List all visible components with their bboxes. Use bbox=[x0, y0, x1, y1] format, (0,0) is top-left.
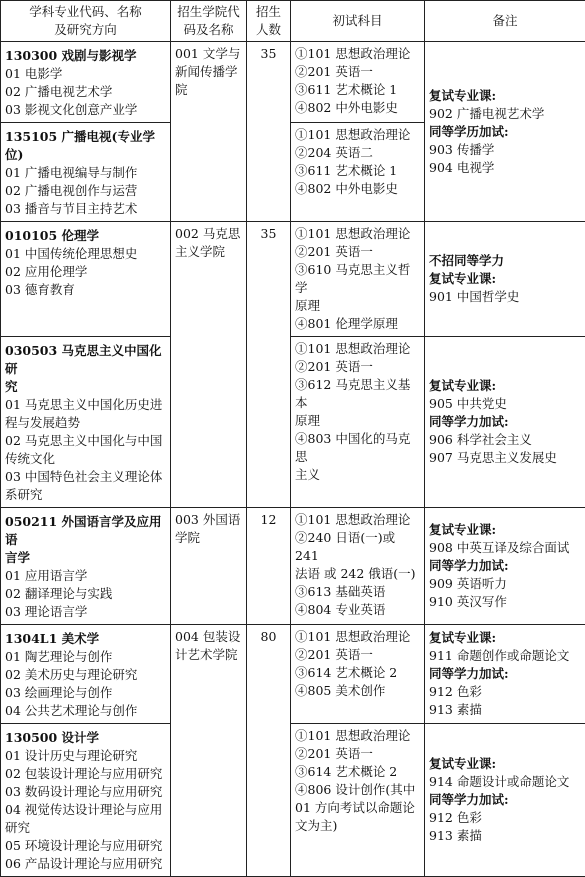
note-cell bbox=[425, 724, 585, 877]
header-quota-line: 招生 bbox=[249, 3, 288, 21]
note-item: 901 中国哲学史 bbox=[429, 288, 581, 306]
school-name: 主义学院 bbox=[175, 243, 242, 261]
note-item: 911 命题创作或命题论文 bbox=[429, 647, 581, 665]
exam-subject: ③610 马克思主义哲学 bbox=[295, 261, 420, 297]
exam-subject: ②201 英语一 bbox=[295, 745, 420, 763]
school-name: 新闻传播学 bbox=[175, 63, 242, 81]
research-direction: 01 电影学 bbox=[5, 65, 166, 83]
research-direction: 05 环境设计理论与应用研究 bbox=[5, 837, 166, 855]
research-direction: 02 包装设计理论与应用研究 bbox=[5, 765, 166, 783]
exam-cell bbox=[291, 724, 425, 877]
exam-subject: ②204 英语二 bbox=[295, 144, 420, 162]
exam-subject: ①101 思想政治理论 bbox=[295, 126, 420, 144]
table-row bbox=[1, 42, 585, 123]
research-direction: 程与发展趋势 bbox=[5, 414, 166, 432]
note-heading: 同等学力加试: bbox=[429, 791, 581, 809]
exam-subject: ②201 英语一 bbox=[295, 243, 420, 261]
major-title: 130300 戏剧与影视学 bbox=[5, 47, 166, 65]
exam-subject: 原理 bbox=[295, 297, 420, 315]
research-direction: 01 应用语言学 bbox=[5, 567, 166, 585]
exam-subject: ③612 马克思主义基本 bbox=[295, 376, 420, 412]
major-title: 010105 伦理学 bbox=[5, 227, 166, 245]
note-item: 912 色彩 bbox=[429, 809, 581, 827]
exam-subject: ①101 思想政治理论 bbox=[295, 628, 420, 646]
note-heading: 复试专业课: bbox=[429, 521, 581, 539]
research-direction: 06 产品设计理论与应用研究 bbox=[5, 855, 166, 873]
exam-subject: ①101 思想政治理论 bbox=[295, 727, 420, 745]
school-name: 002 马克思 bbox=[175, 225, 242, 243]
research-direction: 01 马克思主义中国化历史进 bbox=[5, 396, 166, 414]
note-cell bbox=[425, 508, 585, 625]
major-title: 135105 广播电视(专业学位) bbox=[5, 128, 166, 164]
quota-cell: 12 bbox=[247, 508, 291, 625]
research-direction: 02 翻译理论与实践 bbox=[5, 585, 166, 603]
exam-subject: ②201 英语一 bbox=[295, 646, 420, 664]
research-direction: 03 德育教育 bbox=[5, 281, 166, 299]
exam-subject: ①101 思想政治理论 bbox=[295, 340, 420, 358]
header-major-line: 及研究方向 bbox=[3, 21, 168, 39]
header-school-line: 招生学院代 bbox=[173, 3, 244, 21]
major-title: 130500 设计学 bbox=[5, 729, 166, 747]
exam-cell bbox=[291, 337, 425, 508]
exam-cell bbox=[291, 42, 425, 123]
major-title: 言学 bbox=[5, 549, 166, 567]
research-direction: 01 广播电视编导与制作 bbox=[5, 164, 166, 182]
research-direction: 01 中国传统伦理思想史 bbox=[5, 245, 166, 263]
note-item: 905 中共党史 bbox=[429, 395, 581, 413]
major-title: 1304L1 美术学 bbox=[5, 630, 166, 648]
note-cell bbox=[425, 222, 585, 337]
note-item: 904 电视学 bbox=[429, 159, 581, 177]
major-title: 050211 外国语言学及应用语 bbox=[5, 513, 166, 549]
exam-subject: ④802 中外电影史 bbox=[295, 99, 420, 117]
exam-subject: ④806 设计创作(其中 bbox=[295, 781, 420, 799]
major-cell bbox=[1, 724, 171, 877]
note-heading: 同等学历加试: bbox=[429, 123, 581, 141]
research-direction: 03 数码设计理论与应用研究 bbox=[5, 783, 166, 801]
exam-subject: ③611 艺术概论 1 bbox=[295, 162, 420, 180]
table-body bbox=[1, 42, 585, 877]
research-direction: 03 中国特色社会主义理论体 bbox=[5, 468, 166, 486]
note-item: 903 传播学 bbox=[429, 141, 581, 159]
note-item: 913 素描 bbox=[429, 701, 581, 719]
note-heading: 同等学力加试: bbox=[429, 665, 581, 683]
header-major bbox=[1, 1, 171, 42]
exam-subject: ④804 专业英语 bbox=[295, 601, 420, 619]
research-direction: 02 马克思主义中国化与中国 bbox=[5, 432, 166, 450]
research-direction: 04 公共艺术理论与创作 bbox=[5, 702, 166, 720]
exam-cell bbox=[291, 625, 425, 724]
school-name: 004 包装设 bbox=[175, 628, 242, 646]
school-name: 学院 bbox=[175, 529, 242, 547]
major-cell bbox=[1, 337, 171, 508]
exam-subject: ②201 英语一 bbox=[295, 63, 420, 81]
note-heading: 不招同等学力 bbox=[429, 252, 581, 270]
header-quota-line: 人数 bbox=[249, 21, 288, 39]
exam-subject: ④801 伦理学原理 bbox=[295, 315, 420, 333]
note-item: 908 中英互译及综合面试 bbox=[429, 539, 581, 557]
major-cell bbox=[1, 625, 171, 724]
major-cell bbox=[1, 123, 171, 222]
major-cell bbox=[1, 42, 171, 123]
exam-subject: ①101 思想政治理论 bbox=[295, 225, 420, 243]
school-cell bbox=[171, 508, 247, 625]
quota-cell: 35 bbox=[247, 222, 291, 508]
school-name: 003 外国语 bbox=[175, 511, 242, 529]
exam-subject: 原理 bbox=[295, 412, 420, 430]
quota-cell: 80 bbox=[247, 625, 291, 877]
header-major-line: 学科专业代码、名称 bbox=[3, 3, 168, 21]
research-direction: 研究 bbox=[5, 819, 166, 837]
note-heading: 同等学力加试: bbox=[429, 413, 581, 431]
major-title: 究 bbox=[5, 378, 166, 396]
header-exam: 初试科目 bbox=[291, 1, 425, 42]
major-cell bbox=[1, 222, 171, 337]
exam-subject: ③614 艺术概论 2 bbox=[295, 763, 420, 781]
research-direction: 03 理论语言学 bbox=[5, 603, 166, 621]
exam-subject: ②201 英语一 bbox=[295, 358, 420, 376]
school-cell bbox=[171, 222, 247, 508]
exam-subject: ③611 艺术概论 1 bbox=[295, 81, 420, 99]
research-direction: 02 广播电视艺术学 bbox=[5, 83, 166, 101]
table-row bbox=[1, 222, 585, 337]
research-direction: 01 设计历史与理论研究 bbox=[5, 747, 166, 765]
table-row bbox=[1, 724, 585, 877]
research-direction: 02 美术历史与理论研究 bbox=[5, 666, 166, 684]
exam-subject: ④802 中外电影史 bbox=[295, 180, 420, 198]
header-row bbox=[1, 1, 585, 42]
exam-subject: ②240 日语(一)或 241 bbox=[295, 529, 420, 565]
note-item: 906 科学社会主义 bbox=[429, 431, 581, 449]
quota-cell: 35 bbox=[247, 42, 291, 222]
exam-subject: 主义 bbox=[295, 466, 420, 484]
note-heading: 复试专业课: bbox=[429, 270, 581, 288]
note-item: 902 广播电视艺术学 bbox=[429, 105, 581, 123]
exam-cell bbox=[291, 123, 425, 222]
note-heading: 同等学力加试: bbox=[429, 557, 581, 575]
school-name: 计艺术学院 bbox=[175, 646, 242, 664]
research-direction: 04 视觉传达设计理论与应用 bbox=[5, 801, 166, 819]
school-cell bbox=[171, 42, 247, 222]
note-heading: 复试专业课: bbox=[429, 629, 581, 647]
header-quota bbox=[247, 1, 291, 42]
exam-subject: ①101 思想政治理论 bbox=[295, 45, 420, 63]
research-direction: 03 影视文化创意产业学 bbox=[5, 101, 166, 119]
note-item: 912 色彩 bbox=[429, 683, 581, 701]
header-school-line: 码及名称 bbox=[173, 21, 244, 39]
exam-subject: ①101 思想政治理论 bbox=[295, 511, 420, 529]
research-direction: 03 绘画理论与创作 bbox=[5, 684, 166, 702]
school-name: 院 bbox=[175, 81, 242, 99]
table-row bbox=[1, 625, 585, 724]
research-direction: 02 应用伦理学 bbox=[5, 263, 166, 281]
table-row bbox=[1, 508, 585, 625]
exam-cell bbox=[291, 508, 425, 625]
header-school bbox=[171, 1, 247, 42]
exam-subject: ④803 中国化的马克思 bbox=[295, 430, 420, 466]
major-cell bbox=[1, 508, 171, 625]
exam-subject: 01 方向考试以命题论 bbox=[295, 799, 420, 817]
research-direction: 传统文化 bbox=[5, 450, 166, 468]
school-name: 001 文学与 bbox=[175, 45, 242, 63]
major-title: 030503 马克思主义中国化研 bbox=[5, 342, 166, 378]
note-heading: 复试专业课: bbox=[429, 755, 581, 773]
research-direction: 系研究 bbox=[5, 486, 166, 504]
note-cell bbox=[425, 42, 585, 222]
note-cell bbox=[425, 337, 585, 508]
exam-subject: 文为主) bbox=[295, 817, 420, 835]
school-cell bbox=[171, 625, 247, 877]
note-cell bbox=[425, 625, 585, 724]
exam-subject: ④805 美术创作 bbox=[295, 682, 420, 700]
research-direction: 02 广播电视创作与运营 bbox=[5, 182, 166, 200]
research-direction: 01 陶艺理论与创作 bbox=[5, 648, 166, 666]
note-item: 910 英汉写作 bbox=[429, 593, 581, 611]
research-direction: 03 播音与节目主持艺术 bbox=[5, 200, 166, 218]
note-item: 909 英语听力 bbox=[429, 575, 581, 593]
note-item: 913 素描 bbox=[429, 827, 581, 845]
exam-subject: 法语 或 242 俄语(一) bbox=[295, 565, 420, 583]
note-heading: 复试专业课: bbox=[429, 87, 581, 105]
exam-cell bbox=[291, 222, 425, 337]
exam-subject: ③613 基础英语 bbox=[295, 583, 420, 601]
exam-subject: ③614 艺术概论 2 bbox=[295, 664, 420, 682]
note-item: 914 命题设计或命题论文 bbox=[429, 773, 581, 791]
header-note: 备注 bbox=[425, 1, 585, 42]
note-heading: 复试专业课: bbox=[429, 377, 581, 395]
table-row bbox=[1, 337, 585, 508]
note-item: 907 马克思主义发展史 bbox=[429, 449, 581, 467]
